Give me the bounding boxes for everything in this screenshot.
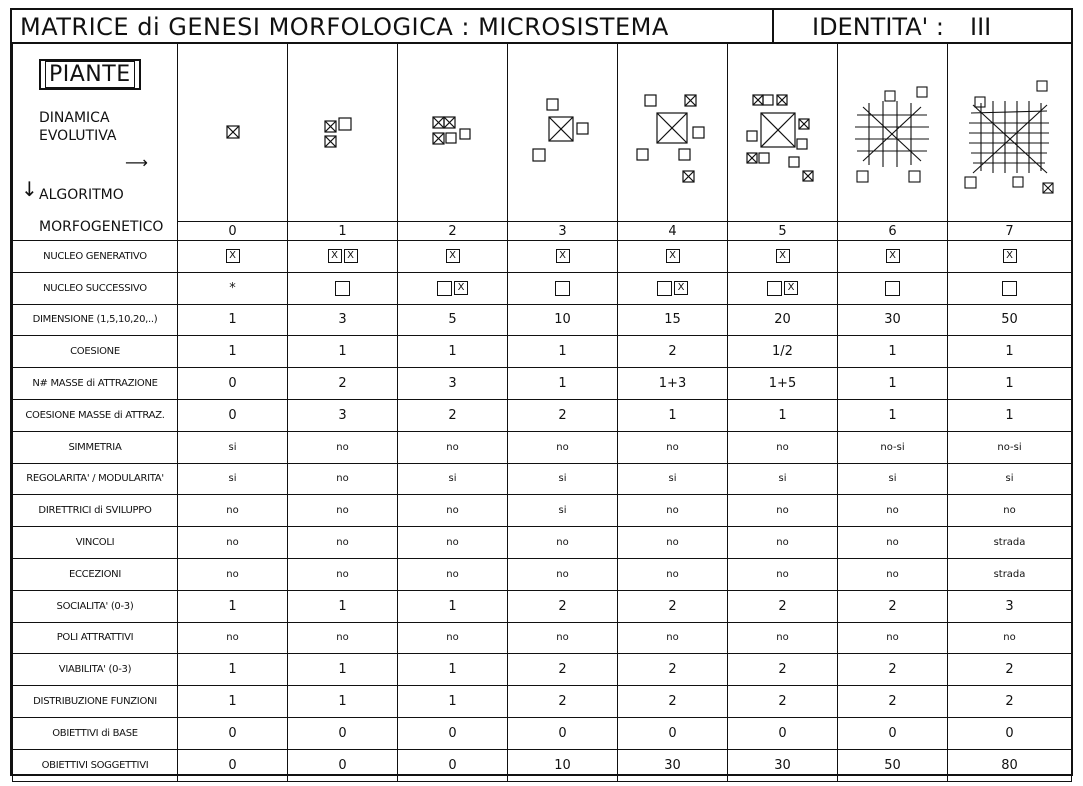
nucleus-x-box-icon: X: [666, 249, 680, 263]
table-cell: 1+5: [728, 368, 838, 400]
empty-box-icon: [437, 281, 452, 296]
table-cell: 2: [398, 399, 508, 431]
row-label: OBIETTIVI di BASE: [13, 717, 178, 749]
table-cell: 10: [508, 749, 618, 781]
row-label: OBIETTIVI SOGGETTIVI: [13, 749, 178, 781]
table-cell: 1: [398, 336, 508, 368]
table-cell: 1: [728, 399, 838, 431]
nucleus-x-box-icon: X: [784, 281, 798, 295]
empty-box-icon: [1002, 281, 1017, 296]
table-cell: 1: [398, 590, 508, 622]
table-row: [13, 495, 1072, 527]
column-number: 4: [618, 222, 728, 241]
table-row: [13, 654, 1072, 686]
table-cell: no: [398, 558, 508, 590]
row-label: SOCIALITA' (0-3): [13, 590, 178, 622]
table-cell: 1: [178, 590, 288, 622]
table-cell: 1+3: [618, 368, 728, 400]
column-number: 6: [838, 222, 948, 241]
table-cell: no: [178, 495, 288, 527]
table-row: [13, 272, 1072, 304]
table-cell: si: [178, 431, 288, 463]
table-cell: 0: [178, 399, 288, 431]
table-cell: strada: [948, 558, 1072, 590]
row-label: SIMMETRIA: [13, 431, 178, 463]
table-cell: 0: [178, 717, 288, 749]
table-row: [13, 241, 1072, 273]
table-cell: si: [398, 463, 508, 495]
table-cell: 1: [288, 336, 398, 368]
table-cell: 0: [288, 749, 398, 781]
table-row: [13, 304, 1072, 336]
plan-sketch-6: [838, 43, 948, 222]
corner-cell: [13, 43, 178, 241]
empty-box-icon: [885, 281, 900, 296]
table-cell: 2: [728, 686, 838, 718]
table-row: [13, 558, 1072, 590]
nucleus-x-box-icon: X: [674, 281, 688, 295]
row-label: DIRETTRICI di SVILUPPO: [13, 495, 178, 527]
table-cell: 0: [398, 749, 508, 781]
table-cell: 1: [838, 336, 948, 368]
row-label: COESIONE: [13, 336, 178, 368]
table-cell: [838, 241, 948, 273]
table-cell: 0: [178, 368, 288, 400]
column-number: 1: [288, 222, 398, 241]
table-cell: no: [398, 527, 508, 559]
table-cell: no: [178, 527, 288, 559]
table-cell: 0: [288, 717, 398, 749]
table-cell: [178, 241, 288, 273]
table-row: [13, 463, 1072, 495]
table-cell: no: [838, 527, 948, 559]
table-cell: 1: [398, 686, 508, 718]
row-label: NUCLEO GENERATIVO: [13, 241, 178, 273]
table-cell: si: [508, 495, 618, 527]
table-cell: 1: [288, 590, 398, 622]
table-cell: 1: [508, 368, 618, 400]
table-cell: no: [618, 527, 728, 559]
table-cell: 10: [508, 304, 618, 336]
table-cell: 1: [288, 686, 398, 718]
matrix-sheet: [10, 8, 1073, 776]
table-cell: 20: [728, 304, 838, 336]
table-cell: [398, 241, 508, 273]
empty-box-icon: [657, 281, 672, 296]
row-label: ECCEZIONI: [13, 558, 178, 590]
table-cell: 1: [178, 336, 288, 368]
table-cell: no: [288, 431, 398, 463]
nucleus-x-box-icon: X: [886, 249, 900, 263]
table-cell: 0: [618, 717, 728, 749]
nucleus-x-box-icon: X: [1003, 249, 1017, 263]
piante-label: PIANTE: [39, 59, 141, 90]
table-cell: no: [288, 527, 398, 559]
table-cell: no: [618, 431, 728, 463]
table-cell: 2: [508, 590, 618, 622]
table-cell: si: [838, 463, 948, 495]
table-cell: 2: [618, 686, 728, 718]
row-label: NUCLEO SUCCESSIVO: [13, 272, 178, 304]
table-cell: 2: [508, 686, 618, 718]
table-cell: 1: [948, 336, 1072, 368]
table-cell: 30: [618, 749, 728, 781]
table-cell: [948, 272, 1072, 304]
table-cell: [508, 272, 618, 304]
plan-sketch-2: [398, 43, 508, 222]
table-row: [13, 431, 1072, 463]
table-cell: no: [288, 463, 398, 495]
table-cell: no: [618, 622, 728, 654]
table-cell: 3: [948, 590, 1072, 622]
table-cell: 30: [838, 304, 948, 336]
table-cell: no: [178, 558, 288, 590]
table-cell: 1: [508, 336, 618, 368]
nucleus-x-box-icon: X: [328, 249, 342, 263]
table-cell: 5: [398, 304, 508, 336]
nucleus-x-box-icon: X: [226, 249, 240, 263]
identity-label: IDENTITA' :: [812, 13, 944, 41]
row-label: COESIONE MASSE di ATTRAZ.: [13, 399, 178, 431]
table-cell: 1: [178, 654, 288, 686]
table-cell: 3: [288, 399, 398, 431]
table-cell: 2: [618, 654, 728, 686]
table-cell: 80: [948, 749, 1072, 781]
table-cell: 2: [948, 686, 1072, 718]
table-cell: 0: [948, 717, 1072, 749]
nucleus-x-box-icon: X: [454, 281, 468, 295]
table-cell: no: [948, 495, 1072, 527]
identity-box: [772, 10, 1071, 42]
table-cell: [288, 272, 398, 304]
table-cell: 1: [838, 368, 948, 400]
row-label: DISTRIBUZIONE FUNZIONI: [13, 686, 178, 718]
table-cell: no: [728, 495, 838, 527]
table-cell: no-si: [838, 431, 948, 463]
table-row: [13, 749, 1072, 781]
table-cell: no: [728, 558, 838, 590]
table-cell: 3: [288, 304, 398, 336]
identity-value: III: [970, 13, 992, 41]
table-cell: 2: [728, 654, 838, 686]
table-cell: 2: [948, 654, 1072, 686]
table-row: [13, 527, 1072, 559]
table-cell: si: [178, 463, 288, 495]
table-cell: 1/2: [728, 336, 838, 368]
table-cell: 1: [288, 654, 398, 686]
empty-box-icon: [335, 281, 350, 296]
table-cell: 1: [618, 399, 728, 431]
empty-box-icon: [767, 281, 782, 296]
row-label: REGOLARITA' / MODULARITA': [13, 463, 178, 495]
table-cell: no: [728, 622, 838, 654]
plan-sketch-5: [728, 43, 838, 222]
table-cell: no: [508, 558, 618, 590]
table-cell: 3: [398, 368, 508, 400]
table-cell: [398, 272, 508, 304]
row-label: POLI ATTRATTIVI: [13, 622, 178, 654]
table-row: [13, 622, 1072, 654]
table-cell: no: [618, 495, 728, 527]
table-cell: no: [288, 622, 398, 654]
table-cell: 50: [948, 304, 1072, 336]
row-label: N# MASSE di ATTRAZIONE: [13, 368, 178, 400]
column-number: 7: [948, 222, 1072, 241]
table-cell: [618, 241, 728, 273]
table-cell: 1: [398, 654, 508, 686]
column-number: 2: [398, 222, 508, 241]
table-cell: no: [508, 431, 618, 463]
table-cell: no: [398, 495, 508, 527]
title-bar: [12, 10, 1071, 44]
column-number: 3: [508, 222, 618, 241]
plan-sketch-3: [508, 43, 618, 222]
nucleus-x-box-icon: X: [446, 249, 460, 263]
table-cell: 2: [618, 590, 728, 622]
table-cell: [618, 272, 728, 304]
dinamica-evolutiva-label: DINAMICA EVOLUTIVA: [39, 109, 117, 144]
table-cell: si: [508, 463, 618, 495]
table-cell: 0: [728, 717, 838, 749]
page-title: MATRICE di GENESI MORFOLOGICA : MICROSISTEMA: [20, 13, 669, 41]
table-cell: 0: [398, 717, 508, 749]
table-cell: 1: [948, 368, 1072, 400]
table-cell: 2: [508, 654, 618, 686]
arrow-down-icon: ↓: [21, 176, 38, 201]
table-cell: no: [398, 431, 508, 463]
table-cell: si: [948, 463, 1072, 495]
arrow-right-icon: ⟶: [125, 152, 148, 172]
table-cell: 50: [838, 749, 948, 781]
table-cell: [948, 241, 1072, 273]
table-cell: 2: [288, 368, 398, 400]
table-cell: [288, 241, 398, 273]
empty-box-icon: [555, 281, 570, 296]
table-cell: si: [618, 463, 728, 495]
table-cell: 0: [838, 717, 948, 749]
table-cell: [728, 272, 838, 304]
table-cell: no: [288, 558, 398, 590]
table-cell: 2: [508, 399, 618, 431]
plan-sketch-1: [288, 43, 398, 222]
table-cell: no: [838, 558, 948, 590]
table-cell: no: [948, 622, 1072, 654]
table-row: [13, 399, 1072, 431]
table-cell: 30: [728, 749, 838, 781]
table-row: [13, 336, 1072, 368]
table-cell: [508, 241, 618, 273]
table-cell: no: [728, 527, 838, 559]
table-cell: 2: [838, 686, 948, 718]
algoritmo-morfogenetico-label: ALGORITMO MORFOGENETICO: [39, 186, 164, 235]
table-cell: *: [178, 272, 288, 304]
plans-row: [13, 43, 1072, 222]
table-row: [13, 590, 1072, 622]
table-cell: 0: [508, 717, 618, 749]
plan-sketch-4: [618, 43, 728, 222]
plan-sketch-0: [178, 43, 288, 222]
nucleus-x-box-icon: X: [344, 249, 358, 263]
table-cell: 15: [618, 304, 728, 336]
table-cell: [838, 272, 948, 304]
table-cell: 2: [838, 654, 948, 686]
nucleus-x-box-icon: X: [556, 249, 570, 263]
table-cell: 1: [178, 304, 288, 336]
table-row: [13, 717, 1072, 749]
row-label: DIMENSIONE (1,5,10,20,..): [13, 304, 178, 336]
table-cell: 0: [178, 749, 288, 781]
table-cell: 1: [178, 686, 288, 718]
row-label: VINCOLI: [13, 527, 178, 559]
column-number: 5: [728, 222, 838, 241]
table-cell: 2: [838, 590, 948, 622]
table-cell: 1: [948, 399, 1072, 431]
table-cell: no: [618, 558, 728, 590]
table-cell: 1: [838, 399, 948, 431]
table-cell: 2: [618, 336, 728, 368]
table-cell: si: [728, 463, 838, 495]
table-cell: no: [838, 622, 948, 654]
table-cell: no: [398, 622, 508, 654]
table-row: [13, 368, 1072, 400]
column-number: 0: [178, 222, 288, 241]
table-cell: no-si: [948, 431, 1072, 463]
table-cell: no: [288, 495, 398, 527]
table-cell: no: [178, 622, 288, 654]
morphology-matrix: [12, 42, 1072, 782]
table-cell: no: [508, 622, 618, 654]
table-cell: [728, 241, 838, 273]
table-cell: 2: [728, 590, 838, 622]
table-cell: no: [508, 527, 618, 559]
nucleus-x-box-icon: X: [776, 249, 790, 263]
table-row: [13, 686, 1072, 718]
row-label: VIABILITA' (0-3): [13, 654, 178, 686]
plan-sketch-7: [948, 43, 1072, 222]
table-cell: strada: [948, 527, 1072, 559]
table-cell: no: [838, 495, 948, 527]
table-cell: no: [728, 431, 838, 463]
